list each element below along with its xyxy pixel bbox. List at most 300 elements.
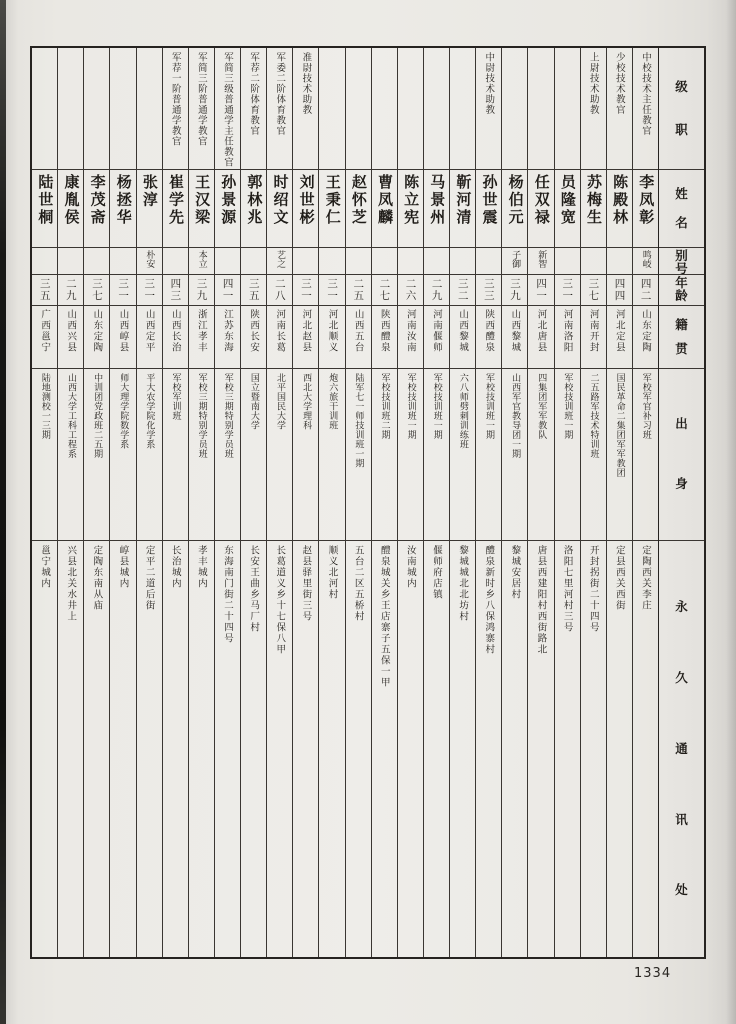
origin-text: 江苏东海 xyxy=(222,309,234,353)
name-cell xyxy=(346,170,371,248)
age-text: 三九 xyxy=(195,278,208,302)
name-cell xyxy=(58,170,83,248)
address-cell xyxy=(110,541,135,957)
age-cell xyxy=(346,275,371,306)
alias-text: 艺之 xyxy=(274,250,285,268)
address-cell xyxy=(424,541,449,957)
address-text: 五台二区五桥村 xyxy=(352,545,364,622)
alias-cell xyxy=(163,248,188,275)
origin-cell xyxy=(555,306,580,369)
name-text: 曹凤麟 xyxy=(376,174,395,227)
background-text: 师大理学院数学系 xyxy=(118,373,129,449)
origin-text: 河北顺义 xyxy=(326,309,338,353)
origin-cell xyxy=(633,306,658,369)
background-text: 山西军官教导团一期 xyxy=(510,373,521,459)
alias-cell xyxy=(476,248,501,275)
age-text: 二九 xyxy=(64,278,77,302)
origin-text: 山东定陶 xyxy=(640,309,652,353)
name-cell xyxy=(424,170,449,248)
background-cell xyxy=(502,369,527,541)
name-text: 陈立宪 xyxy=(402,174,421,227)
alias-cell xyxy=(241,248,266,275)
background-text: 军校军训班 xyxy=(170,373,181,421)
alias-text: 朴安 xyxy=(144,250,155,268)
alias-cell xyxy=(607,248,632,275)
age-cell xyxy=(502,275,527,306)
age-cell xyxy=(137,275,162,306)
age-cell xyxy=(398,275,423,306)
header-label-age xyxy=(659,275,704,306)
origin-cell xyxy=(450,306,475,369)
rank-text: 中校技术主任教官 xyxy=(640,52,652,136)
origin-cell xyxy=(319,306,344,369)
address-cell xyxy=(319,541,344,957)
name-cell xyxy=(110,170,135,248)
background-cell xyxy=(241,369,266,541)
origin-text: 陕西长安 xyxy=(248,309,260,353)
name-text: 苏梅生 xyxy=(585,174,604,227)
person-column xyxy=(475,48,501,957)
background-text: 四集团军军教队 xyxy=(536,373,547,440)
header-label-name xyxy=(659,170,704,248)
background-cell xyxy=(555,369,580,541)
age-cell xyxy=(372,275,397,306)
age-cell xyxy=(84,275,109,306)
alias-text: 新智 xyxy=(536,250,547,268)
address-text: 黎城安居村 xyxy=(509,545,521,600)
origin-text: 河北赵县 xyxy=(300,309,312,353)
person-column xyxy=(397,48,423,957)
age-cell xyxy=(189,275,214,306)
name-cell xyxy=(137,170,162,248)
header-label-char: 龄 xyxy=(675,288,688,304)
origin-cell xyxy=(398,306,423,369)
background-cell xyxy=(215,369,240,541)
address-text: 醴泉新时乡八保鸿寨村 xyxy=(483,545,495,655)
background-text: 平大农学院化学系 xyxy=(144,373,155,449)
rank-cell xyxy=(476,48,501,170)
background-cell xyxy=(424,369,449,541)
header-label-char: 通 xyxy=(675,740,688,756)
name-cell xyxy=(607,170,632,248)
address-cell xyxy=(215,541,240,957)
rank-cell xyxy=(581,48,606,170)
header-label-char: 讯 xyxy=(675,811,688,827)
name-text: 杨拯华 xyxy=(114,174,133,227)
person-column xyxy=(240,48,266,957)
address-text: 崞县城内 xyxy=(117,545,129,589)
background-text: 陆军七一师技训班一期 xyxy=(353,373,364,468)
name-cell xyxy=(267,170,292,248)
background-text: 山西大学工科工程系 xyxy=(65,373,76,459)
address-cell xyxy=(267,541,292,957)
origin-text: 广西邕宁 xyxy=(39,309,51,353)
age-cell xyxy=(607,275,632,306)
alias-cell xyxy=(267,248,292,275)
rank-cell xyxy=(163,48,188,170)
address-cell xyxy=(58,541,83,957)
age-cell xyxy=(293,275,318,306)
name-cell xyxy=(633,170,658,248)
person-column xyxy=(580,48,606,957)
rank-cell xyxy=(398,48,423,170)
header-label-rank xyxy=(659,48,704,170)
scan-gutter-left xyxy=(0,0,6,1024)
origin-cell xyxy=(32,306,57,369)
rank-cell xyxy=(215,48,240,170)
rank-cell xyxy=(424,48,449,170)
origin-cell xyxy=(502,306,527,369)
name-text: 孙景源 xyxy=(219,174,238,227)
background-cell xyxy=(450,369,475,541)
age-text: 三一 xyxy=(300,278,312,302)
header-label-char: 级 xyxy=(675,78,688,94)
name-cell xyxy=(84,170,109,248)
address-cell xyxy=(189,541,214,957)
name-cell xyxy=(555,170,580,248)
background-cell xyxy=(372,369,397,541)
person-column xyxy=(371,48,397,957)
origin-text: 河南长葛 xyxy=(274,309,286,353)
name-text: 靳河清 xyxy=(454,174,473,227)
rank-text: 军简三级普通学主任教官 xyxy=(222,52,234,168)
rank-text: 上尉技术助教 xyxy=(587,52,599,115)
name-text: 马景州 xyxy=(428,174,447,227)
rank-cell xyxy=(189,48,214,170)
name-cell xyxy=(241,170,266,248)
header-label-char: 号 xyxy=(675,260,688,275)
name-text: 时绍文 xyxy=(271,174,290,227)
background-cell xyxy=(581,369,606,541)
background-cell xyxy=(398,369,423,541)
age-cell xyxy=(58,275,83,306)
origin-cell xyxy=(110,306,135,369)
origin-text: 山西崞县 xyxy=(117,309,129,353)
origin-cell xyxy=(241,306,266,369)
header-label-address xyxy=(659,541,704,957)
address-text: 开封拐街二十四号 xyxy=(587,545,599,633)
address-cell xyxy=(607,541,632,957)
alias-cell xyxy=(137,248,162,275)
background-text: 军校技训班一期 xyxy=(431,373,442,440)
header-label-char: 职 xyxy=(675,121,688,137)
age-text: 二七 xyxy=(378,278,391,302)
origin-text: 山西五台 xyxy=(352,309,364,353)
background-text: 北平国民大学 xyxy=(274,373,285,430)
origin-text: 陕西醴泉 xyxy=(483,309,495,353)
age-text: 四一 xyxy=(535,278,548,302)
page-edge-shadow xyxy=(726,0,736,1024)
address-cell xyxy=(293,541,318,957)
person-column xyxy=(136,48,162,957)
address-text: 赵县驿里街三号 xyxy=(300,545,312,622)
address-cell xyxy=(555,541,580,957)
age-cell xyxy=(163,275,188,306)
age-cell xyxy=(319,275,344,306)
rank-cell xyxy=(293,48,318,170)
age-text: 三五 xyxy=(247,278,260,302)
rank-cell xyxy=(32,48,57,170)
rank-cell xyxy=(607,48,632,170)
rank-cell xyxy=(633,48,658,170)
address-cell xyxy=(84,541,109,957)
origin-cell xyxy=(293,306,318,369)
alias-cell xyxy=(346,248,371,275)
age-text: 四一 xyxy=(221,278,234,302)
rank-cell xyxy=(84,48,109,170)
alias-cell xyxy=(528,248,553,275)
name-cell xyxy=(319,170,344,248)
age-cell xyxy=(110,275,135,306)
alias-cell xyxy=(372,248,397,275)
origin-text: 浙江孝丰 xyxy=(195,309,207,353)
alias-cell xyxy=(110,248,135,275)
address-text: 长安王曲乡马厂村 xyxy=(248,545,260,633)
name-cell xyxy=(450,170,475,248)
background-cell xyxy=(607,369,632,541)
address-text: 醴泉城关乡王店寨子五保一甲 xyxy=(378,545,390,688)
background-text: 军校技训班二期 xyxy=(379,373,390,440)
person-column xyxy=(449,48,475,957)
header-label-char: 年 xyxy=(675,275,688,291)
header-label-char: 出 xyxy=(675,416,688,432)
alias-cell xyxy=(293,248,318,275)
header-label-char: 身 xyxy=(675,476,688,492)
origin-text: 河北定县 xyxy=(613,309,625,353)
address-text: 顺义北河村 xyxy=(326,545,338,600)
origin-cell xyxy=(607,306,632,369)
background-cell xyxy=(528,369,553,541)
header-label-char: 贯 xyxy=(675,340,688,356)
address-cell xyxy=(633,541,658,957)
alias-cell xyxy=(424,248,449,275)
name-text: 孙世震 xyxy=(480,174,499,227)
origin-text: 河南偃师 xyxy=(431,309,443,353)
rank-cell xyxy=(241,48,266,170)
background-text: 中训团党政班二五期 xyxy=(92,373,103,459)
origin-text: 山西黎城 xyxy=(457,309,469,353)
rank-cell xyxy=(58,48,83,170)
age-text: 二八 xyxy=(273,278,286,302)
header-label-char: 永 xyxy=(675,599,688,615)
age-text: 三二 xyxy=(456,278,469,302)
rank-cell xyxy=(450,48,475,170)
rank-text: 准尉技术助教 xyxy=(300,52,312,115)
origin-cell xyxy=(58,306,83,369)
name-text: 王汉梁 xyxy=(193,174,212,227)
background-text: 军校三期特别学员班 xyxy=(196,373,207,459)
origin-cell xyxy=(581,306,606,369)
origin-text: 陕西醴泉 xyxy=(378,309,390,353)
background-text: 国立暨南大学 xyxy=(248,373,259,430)
person-column xyxy=(32,48,57,957)
name-cell xyxy=(476,170,501,248)
origin-cell xyxy=(163,306,188,369)
age-text: 二九 xyxy=(430,278,443,302)
address-text: 黎城城北北坊村 xyxy=(457,545,469,622)
background-text: 陆地测校一三期 xyxy=(39,373,50,440)
origin-text: 山西定平 xyxy=(143,309,155,353)
header-label-char: 籍 xyxy=(675,317,688,332)
origin-text: 河南开封 xyxy=(587,309,599,353)
person-column xyxy=(188,48,214,957)
origin-text: 河北唐县 xyxy=(535,309,547,353)
header-label-char: 名 xyxy=(675,214,688,230)
background-cell xyxy=(346,369,371,541)
alias-cell xyxy=(84,248,109,275)
alias-cell xyxy=(581,248,606,275)
header-column xyxy=(658,48,704,957)
rank-text: 中尉技术助教 xyxy=(483,52,495,115)
address-text: 偃师府店镇 xyxy=(431,545,443,600)
alias-text: 子御 xyxy=(510,250,521,268)
background-text: 军校技训班一期 xyxy=(405,373,416,440)
age-cell xyxy=(555,275,580,306)
origin-cell xyxy=(137,306,162,369)
alias-text: 鸣岐 xyxy=(640,250,651,268)
age-text: 四三 xyxy=(169,278,182,302)
alias-cell xyxy=(502,248,527,275)
address-text: 定陶东南从庙 xyxy=(91,545,103,611)
name-cell xyxy=(189,170,214,248)
origin-text: 山东定陶 xyxy=(91,309,103,353)
address-cell xyxy=(372,541,397,957)
background-text: 军校军官补习班 xyxy=(640,373,651,440)
background-text: 军校三期特别学员班 xyxy=(222,373,233,459)
header-label-char: 久 xyxy=(675,670,688,685)
name-cell xyxy=(293,170,318,248)
personnel-table xyxy=(30,46,706,959)
origin-text: 河南汝南 xyxy=(404,309,416,353)
name-text: 崔学先 xyxy=(167,174,186,227)
rank-text: 少校技术教官 xyxy=(613,52,625,115)
address-text: 邕宁城内 xyxy=(39,545,51,589)
address-text: 兴县北关水井上 xyxy=(65,545,77,622)
address-text: 定陶西关李庄 xyxy=(640,545,652,611)
address-text: 东海南门街二十四号 xyxy=(222,545,234,644)
address-cell xyxy=(398,541,423,957)
age-text: 三一 xyxy=(561,278,574,302)
age-text: 三一 xyxy=(117,278,130,302)
header-label-alias xyxy=(659,248,704,275)
background-cell xyxy=(476,369,501,541)
age-text: 四二 xyxy=(639,278,652,302)
name-text: 赵怀芝 xyxy=(349,174,368,227)
age-cell xyxy=(476,275,501,306)
name-cell xyxy=(502,170,527,248)
person-column xyxy=(501,48,527,957)
address-text: 洛阳七里河村三号 xyxy=(561,545,573,633)
background-cell xyxy=(189,369,214,541)
age-text: 三一 xyxy=(143,278,156,302)
name-text: 李凤彰 xyxy=(637,174,656,227)
background-text: 军校技训班一期 xyxy=(562,373,573,440)
origin-cell xyxy=(476,306,501,369)
name-text: 郭林兆 xyxy=(245,174,264,227)
rank-cell xyxy=(346,48,371,170)
origin-cell xyxy=(346,306,371,369)
alias-cell xyxy=(319,248,344,275)
address-cell xyxy=(137,541,162,957)
person-column xyxy=(632,48,658,957)
rank-cell xyxy=(110,48,135,170)
name-text: 康胤侯 xyxy=(62,174,81,227)
person-column xyxy=(345,48,371,957)
name-text: 陆世桐 xyxy=(36,174,55,227)
person-column xyxy=(57,48,83,957)
age-text: 三三 xyxy=(482,278,495,302)
address-cell xyxy=(581,541,606,957)
alias-cell xyxy=(555,248,580,275)
origin-cell xyxy=(372,306,397,369)
rank-text: 军荐一阶普通学教官 xyxy=(169,52,181,147)
rank-text: 军委二阶体育教官 xyxy=(274,52,286,136)
person-column xyxy=(266,48,292,957)
age-cell xyxy=(633,275,658,306)
address-text: 汝南城内 xyxy=(404,545,416,589)
age-text: 三七 xyxy=(587,278,600,302)
name-text: 李茂斋 xyxy=(88,174,107,227)
background-text: 西北大学理科 xyxy=(301,373,312,430)
origin-cell xyxy=(424,306,449,369)
background-cell xyxy=(58,369,83,541)
age-text: 三七 xyxy=(91,278,103,302)
age-text: 三一 xyxy=(326,278,339,302)
person-column xyxy=(527,48,553,957)
origin-text: 山西长治 xyxy=(169,309,181,353)
background-cell xyxy=(633,369,658,541)
rank-cell xyxy=(137,48,162,170)
person-column xyxy=(109,48,135,957)
address-text: 唐县西建阳村西街路北 xyxy=(535,545,547,655)
address-cell xyxy=(502,541,527,957)
background-cell xyxy=(137,369,162,541)
page-number: 1334 xyxy=(634,966,672,981)
alias-cell xyxy=(633,248,658,275)
alias-cell xyxy=(398,248,423,275)
header-label-background xyxy=(659,369,704,541)
name-text: 张淳 xyxy=(140,174,159,209)
background-text: 六八师劈刺训练班 xyxy=(457,373,468,449)
age-cell xyxy=(241,275,266,306)
background-text: 军校技训班一期 xyxy=(483,373,494,440)
age-text: 三九 xyxy=(509,278,521,302)
age-text: 二六 xyxy=(404,278,417,302)
background-cell xyxy=(319,369,344,541)
name-text: 刘世彬 xyxy=(297,174,316,227)
alias-cell xyxy=(32,248,57,275)
rank-text: 军荐二阶体育教官 xyxy=(248,52,260,136)
header-label-origin xyxy=(659,306,704,369)
person-column xyxy=(162,48,188,957)
address-cell xyxy=(163,541,188,957)
person-column xyxy=(318,48,344,957)
origin-cell xyxy=(84,306,109,369)
address-text: 定县西关西街 xyxy=(613,545,625,611)
alias-text: 本立 xyxy=(196,250,207,268)
origin-text: 山西兴县 xyxy=(65,309,77,353)
background-cell xyxy=(163,369,188,541)
origin-cell xyxy=(189,306,214,369)
background-cell xyxy=(110,369,135,541)
address-cell xyxy=(450,541,475,957)
age-cell xyxy=(581,275,606,306)
alias-cell xyxy=(450,248,475,275)
background-cell xyxy=(293,369,318,541)
address-cell xyxy=(346,541,371,957)
person-column xyxy=(554,48,580,957)
header-label-char: 处 xyxy=(675,882,688,898)
